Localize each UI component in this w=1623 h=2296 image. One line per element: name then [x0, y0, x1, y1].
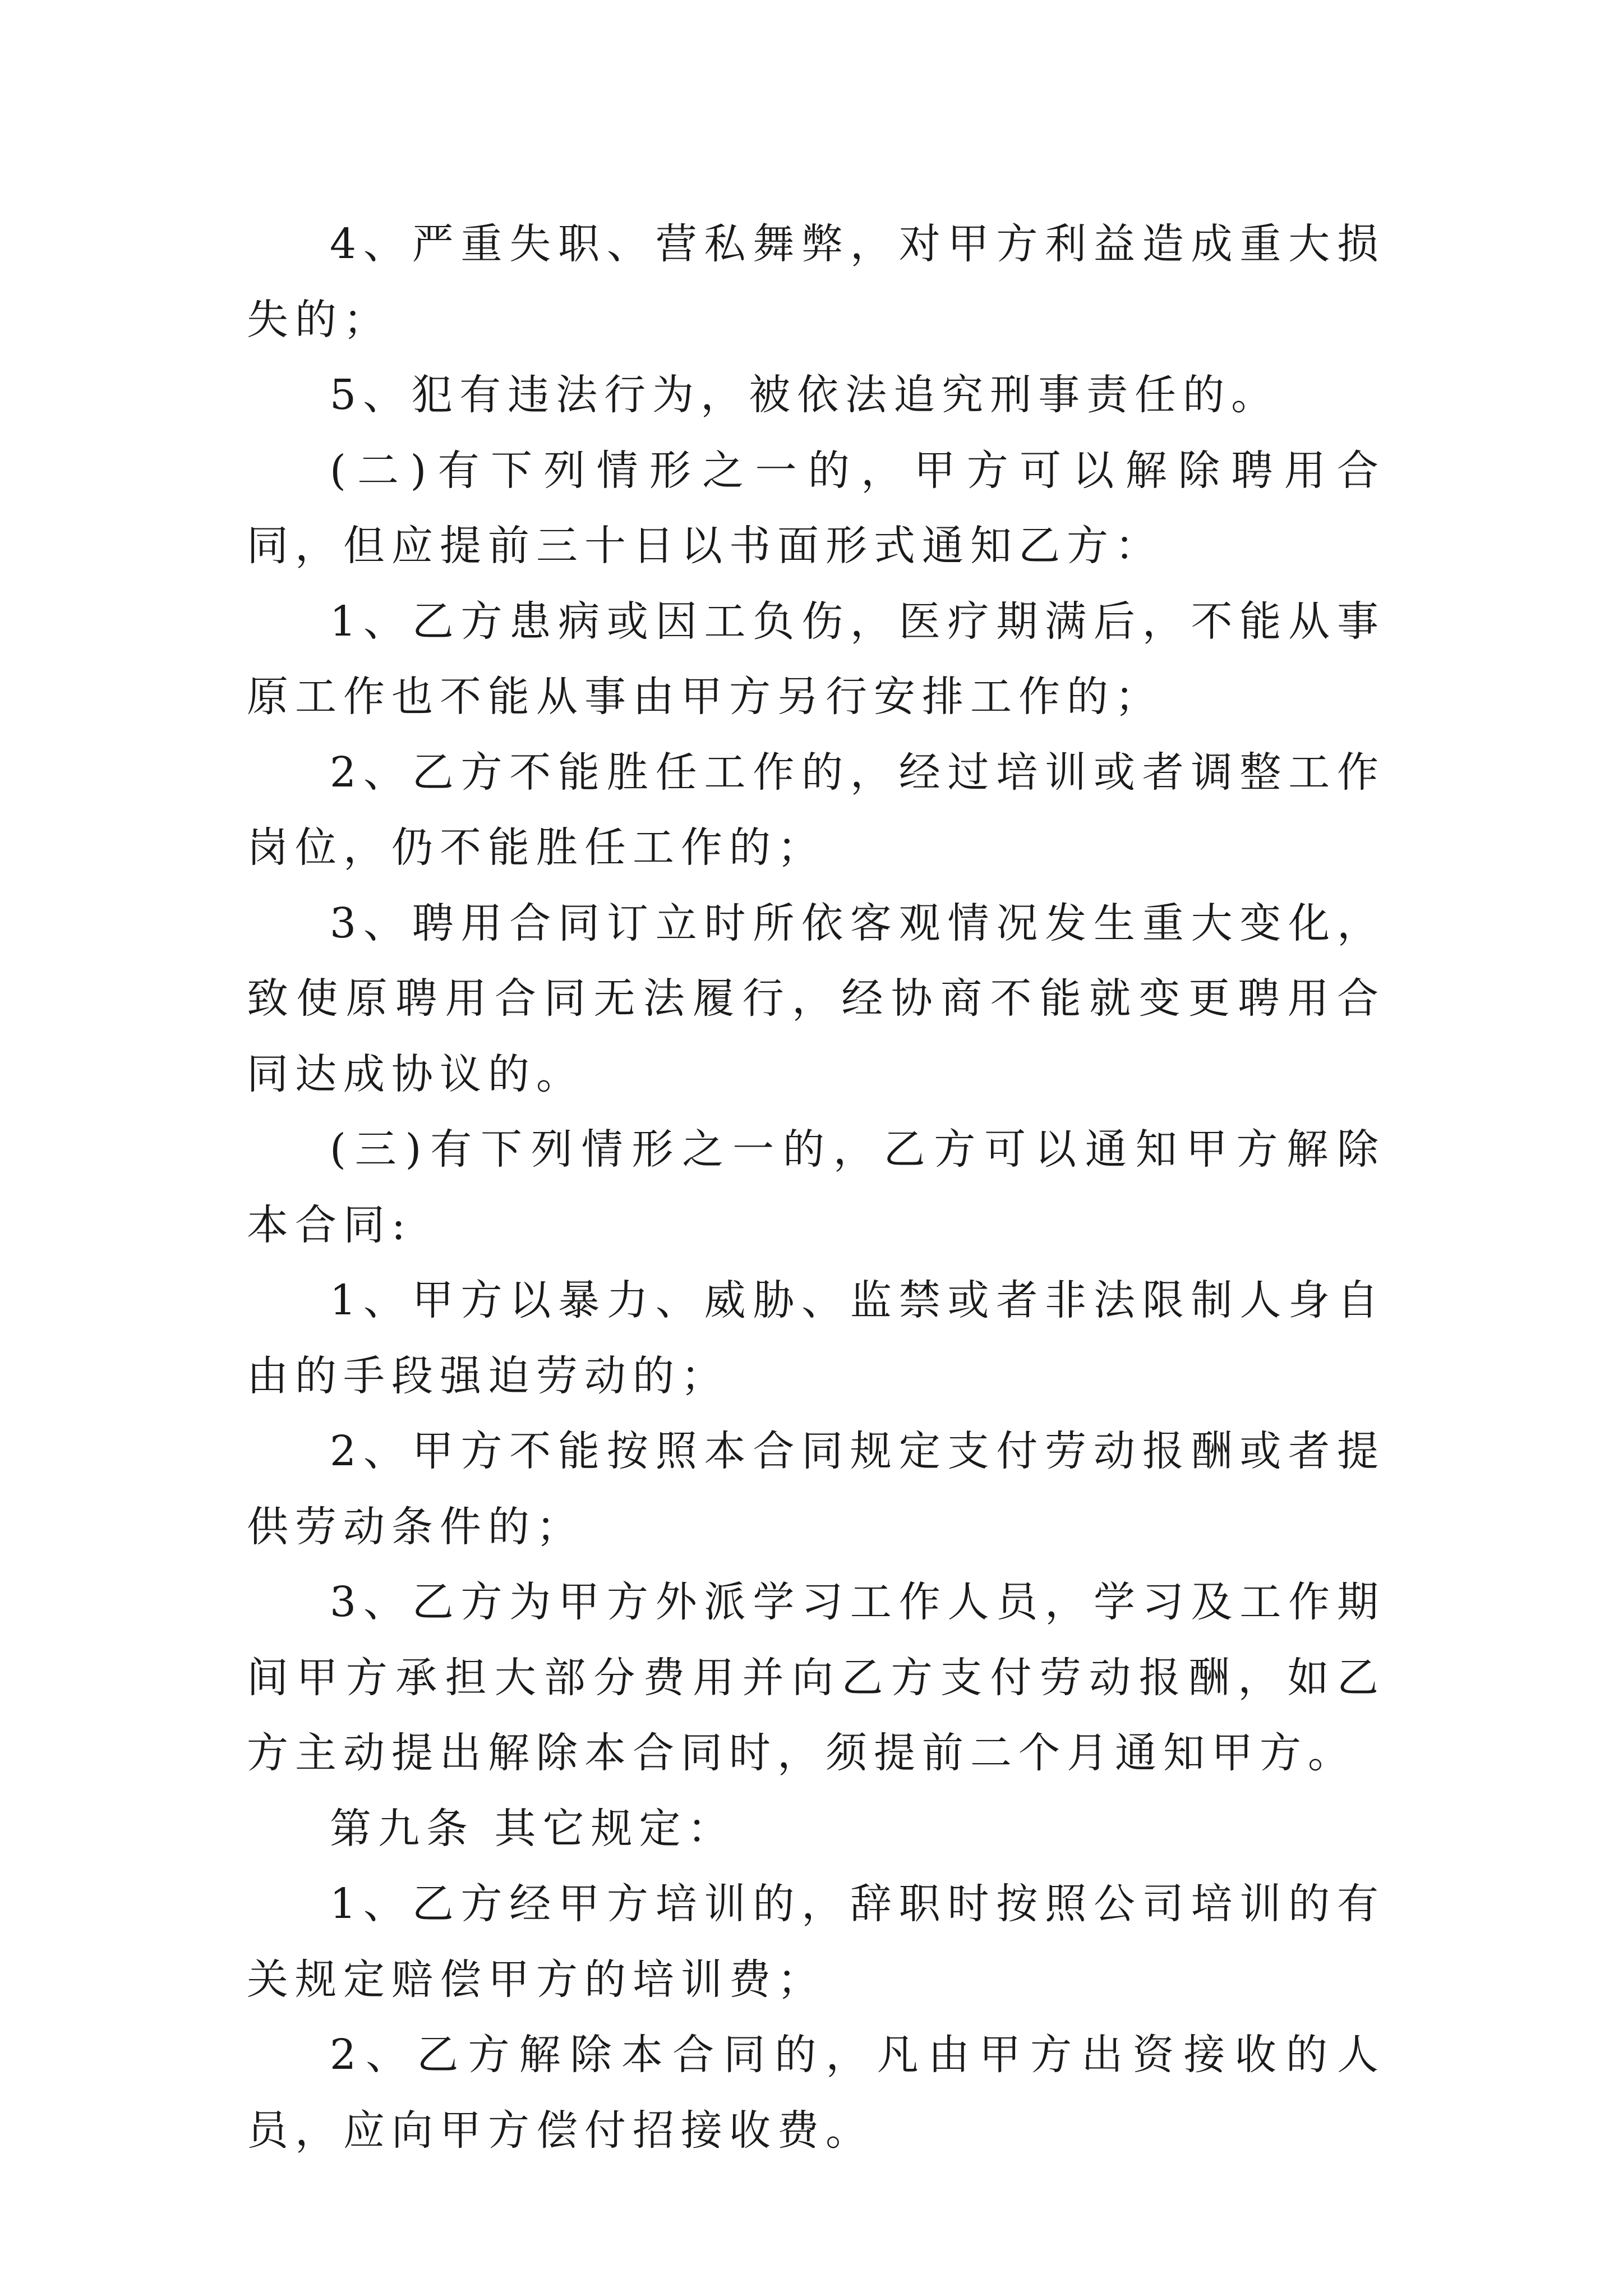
paragraph-article-9-item-2: 2、乙方解除本合同的，凡由甲方出资接收的人员，应向甲方偿付招接收费。 — [247, 2031, 1385, 2155]
paragraph-section-3-item-2: 2、甲方不能按照本合同规定支付劳动报酬或者提供劳动条件的； — [247, 1427, 1385, 1551]
paragraph-section-2-item-2: 2、乙方不能胜任工作的，经过培训或者调整工作岗位，仍不能胜任工作的； — [247, 748, 1385, 872]
paragraph-clause-5: 5、犯有违法行为，被依法追究刑事责任的。 — [330, 371, 1280, 419]
paragraph-clause-4: 4、严重失职、营私舞弊，对甲方利益造成重大损失的； — [247, 220, 1385, 344]
paragraph-section-2-heading: (二)有下列情形之一的，甲方可以解除聘用合同，但应提前三十日以书面形式通知乙方： — [247, 446, 1385, 570]
paragraph-section-3-item-1: 1、甲方以暴力、威胁、监禁或者非法限制人身自由的手段强迫劳动的； — [247, 1276, 1385, 1400]
paragraph-article-9-heading: 第九条 其它规定： — [330, 1804, 736, 1853]
paragraph-section-3-heading: (三)有下列情形之一的，乙方可以通知甲方解除本合同: — [247, 1125, 1385, 1249]
paragraph-article-9-item-1: 1、乙方经甲方培训的，辞职时按照公司培训的有关规定赔偿甲方的培训费； — [247, 1880, 1385, 2004]
document-body — [247, 206, 1385, 2168]
paragraph-section-2-item-1: 1、乙方患病或因工负伤，医疗期满后，不能从事原工作也不能从事由甲方另行安排工作的； — [247, 597, 1385, 721]
paragraph-section-3-item-3: 3、乙方为甲方外派学习工作人员，学习及工作期间甲方承担大部分费用并向乙方支付劳动报酬，如乙方主动提出解除本合同时，须提前二个月通知甲方。 — [247, 1578, 1385, 1777]
paragraph-section-2-item-3: 3、聘用合同订立时所依客观情况发生重大变化，致使原聘用合同无法履行，经协商不能就变更聘用合同达成协议的。 — [247, 899, 1385, 1098]
